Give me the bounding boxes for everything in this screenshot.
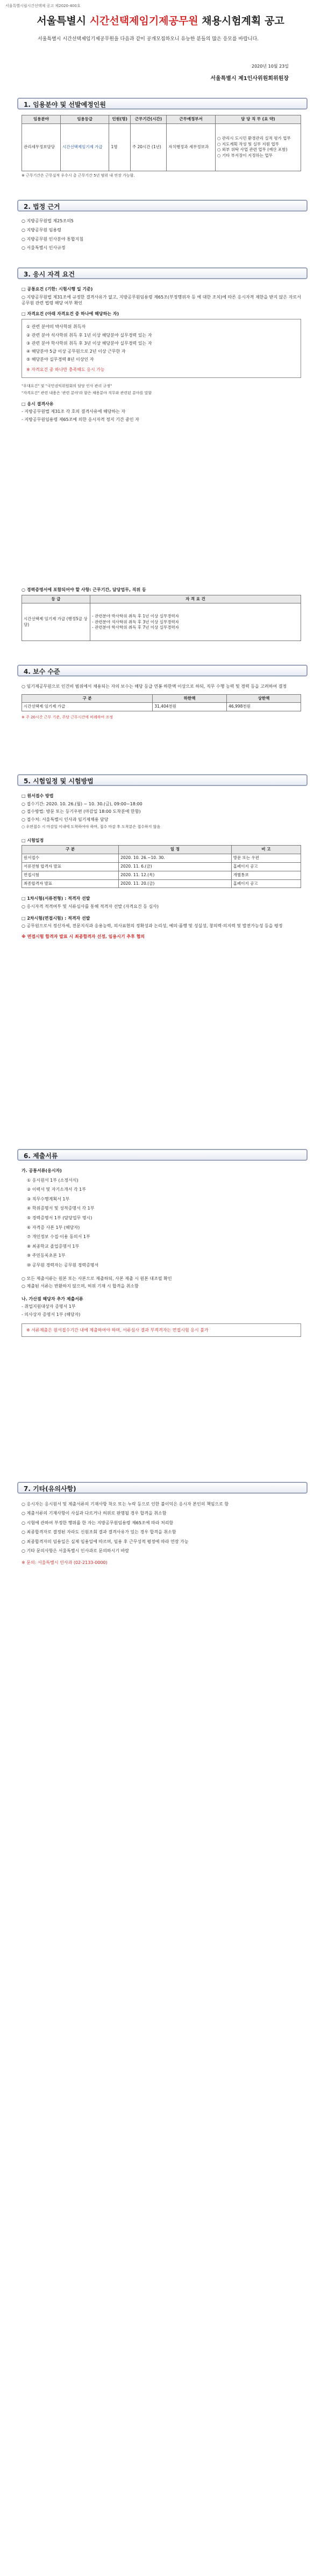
page-title: 서울특별시 시간선택제임기제공무원 채용시험계획 공고 (37, 15, 284, 27)
td: 주 20시간 (1년) (130, 123, 166, 171)
subhead: □ 시험일정 (22, 838, 44, 843)
para: ○ 임기제공무원으로 인건비 범위에서 채용되는 자의 보수는 해당 등급 연봉 하한액 이상으로 하되, 직무 수행 능력 및 경력 등을 고려하여 결정 (22, 684, 287, 689)
th: 담 당 직 무 (요 약) (215, 115, 301, 124)
caution-item: ○ 시험에 관하여 부정한 행위를 한 자는 지방공무원임용령 제65조에 따라 처리함 (22, 1520, 174, 1525)
qual-item: ④ 해당분야 5급 이상 공무원으로 2년 이상 근무한 자 (26, 348, 126, 354)
td: ○ 관리시 도시민 환경관리 실적 평가 업무 ○ 지도계획 작성 및 실무 지원 업무 ○ 외부 위탁 사업 관련 업무 (예산 포함) ○ 기타 부서장이 지정하는 업무 (215, 123, 301, 171)
qual-item: ③ 관련 분야 학사학위 취득 후 3년 이상 해당분야 실무경력 있는 자 (26, 340, 152, 346)
qual-item: ② 관련 분야 석사학위 취득 후 1년 이상 해당분야 실무경력 있는 자 (26, 332, 152, 338)
doc-item: ⑦ 개인정보 수집·이용 동의서 1부 (27, 1234, 90, 1240)
td: 2020. 11. 6.(금) (119, 862, 232, 871)
td: 2020. 11. 20.(금) (119, 879, 232, 888)
para: ○ 접수처: 서울특별시 인사과 임기제채용 담당 (22, 817, 109, 822)
doc-notice-box: ※ 서류제출은 원서접수기간 내에 제출하여야 하며, 서류심사 결과 부적격자는 면접시험 응시 불가 (22, 1323, 301, 1337)
section-6-body (22, 1166, 301, 1337)
td: - 관련분야 박사학위 취득 후 1년 이상 실무경력자 - 관련분야 석사학위 취득 후 3년 이상 실무경력자 - 관련분야 학사학위 취득 후 7년 이상 실무경력자 (90, 603, 301, 641)
td: 관리세무정보담당 (22, 123, 61, 171)
para: ○ 접수방법: 방문 또는 등기우편 (마감일 18:00 도착분에 한함) (22, 809, 141, 814)
th: 구 분 (22, 694, 153, 703)
td: 홈페이지 공고 (231, 879, 301, 888)
td: 홈페이지 공고 (231, 862, 301, 871)
legal-item: ○ 지방공무원 임용령 (22, 227, 61, 232)
section-4-body (22, 682, 301, 722)
intro-text: 서울특별시 시간선택제임기제공무원을 다음과 같이 공개모집하오니 유능한 분들의 많은 응모를 바랍니다. (38, 37, 259, 42)
legal-item: ○ 지방공무원 인사분야 통합지침 (22, 236, 84, 242)
notice-number: 서울특별시립시간선택제 공고 제2020-400호 (5, 4, 81, 8)
th: 자 격 요 건 (90, 595, 301, 603)
td: 개별통보 (231, 871, 301, 879)
th: 임용분야 (22, 115, 61, 124)
section-4-header: 4. 보수 수준 (17, 665, 308, 676)
td: 시간선택제 임기제 가급 (행정5급 상당) (22, 603, 90, 641)
th: 일 정 (119, 846, 232, 854)
ref-text: "우대요건" 및 "국민권익위원회의 담당 인사 관리 규정" (22, 383, 112, 388)
td: 자치행정과 세무정보과 (167, 123, 216, 171)
grade-table (22, 595, 301, 642)
contact-text: ※ 문의: 서울특별시 인사과 (02-2133-0000) (22, 1560, 108, 1566)
qualification-box (22, 319, 301, 377)
td: 시간선택제임기제 가급 (60, 123, 109, 171)
section-7-header: 7. 기타(유의사항) (17, 1482, 308, 1494)
section-3-header: 3. 응시 자격 요건 (17, 267, 308, 279)
doc-item: ① 응시원서 1부 (소정서식) (27, 1177, 79, 1183)
legal-item: ○ 지방공무원법 제25조의5 (22, 219, 74, 223)
doc-item: ⑥ 자격증 사본 1부 (해당자) (27, 1225, 80, 1230)
section-7-body (22, 1499, 301, 1569)
th: 근무기간(시간) (130, 115, 166, 124)
caution-item: ○ 기타 문의사항은 서울특별시 인사과로 문의하시기 바람 (22, 1548, 129, 1553)
ref-text: "자격요건" 관련 내용은 '관련 분야'라 함은 채용분야 직무와 관련된 분야를 말함 (22, 390, 152, 395)
caution-item: ○ 제출서류의 기재사항이 사실과 다르거나 허위로 판명될 경우 합격을 취소함 (22, 1511, 167, 1516)
td: 1명 (109, 123, 130, 171)
doc-list (27, 1176, 301, 1270)
td: 면접시험 (22, 871, 119, 879)
pay-note: ※ 주 20시간 근무 기준, 주당 근무시간에 비례하여 조정 (22, 715, 113, 720)
doc-item: ⑨ 주민등록초본 1부 (27, 1253, 66, 1258)
position-table (22, 115, 301, 171)
para: ○ 공무원으로서 정신자세, 전문지식과 응용능력, 의사표현의 정확성과 논리성, 예의·품행 및 성실성, 창의력·의지력 및 발전가능성 등을 평정 (22, 923, 283, 929)
legal-item: ○ 서울특별시 인사규정 (22, 245, 66, 251)
subhead: □ 1차시험(서류전형) : 적격자 선발 (22, 896, 90, 901)
td: 최종합격자 발표 (22, 879, 119, 888)
doc-item: ③ 직무수행계획서 1부 (27, 1196, 70, 1202)
para: ○ 접수기간: 2020. 10. 26.(월) ~ 10. 30.(금), 09:00~18:00 (22, 801, 142, 806)
qual-note: ※ 자격요건 중 하나만 충족해도 응시 가능 (26, 367, 105, 373)
section-5-header: 5. 시험일정 및 시험방법 (17, 774, 308, 786)
subhead: □ 자격요건 (아래 자격요건 중 하나에 해당하는 자) (22, 311, 119, 316)
qual-item: ① 관련 분야의 박사학위 취득자 (26, 324, 86, 330)
doc-item: ② 이력서 및 자기소개서 각 1부 (27, 1187, 86, 1192)
section-1-body (22, 115, 301, 180)
section-3-body (22, 285, 301, 425)
td: 시간선택제 임기제 가급 (22, 703, 153, 711)
doc-item: - 의사상자 증명서 1부 (해당자) (22, 1312, 81, 1317)
pay-table (22, 694, 301, 712)
caution-item: ○ 최종합격자로 결정된 자라도 신원조회 결과 결격사유가 있는 경우 합격을 취소함 (22, 1530, 176, 1535)
td: 원서접수 (22, 854, 119, 862)
para: ○ 제출된 서류는 반환하지 않으며, 허위 기재 시 합격을 취소함 (22, 1284, 139, 1289)
doc-item: - 취업지원대상자 증명서 1부 (22, 1304, 76, 1309)
subhead: □ 공통요건 (기한: 시험시행 일 기준) (22, 287, 93, 292)
subhead: □ 응시 결격사유 (22, 401, 54, 406)
th: 비 고 (231, 846, 301, 854)
td: 46,998천원 (227, 703, 301, 711)
para: ○ 지방공무원법 제31조에 규정한 결격사유가 없고, 지방공무원임용령 제65조(부정행위자 등 에 대한 조치)에 따른 응시자격 제한을 받지 않은 자로서 공무원 관련 법령 해당 여부 확인 (22, 294, 301, 306)
th: 등 급 (22, 595, 90, 603)
th: 인원(명) (109, 115, 130, 124)
td: 2020. 10. 26.~10. 30. (119, 854, 232, 862)
th: 하한액 (153, 694, 227, 703)
notice-date: 2020년 10월 23일 (252, 64, 289, 69)
para: ○ 응시자격 적격여부 및 서류심사를 통해 적격자 선발 (자격요건 등 심사) (22, 904, 159, 909)
section-5-body (22, 791, 301, 941)
subhead: □ 2차시험(면접시험) : 적격자 선발 (22, 915, 90, 921)
warning: ※ 면접시험 합격자 발표 시 최종합격자 선정, 임용시기 추후 협의 (22, 934, 145, 939)
section-2-header: 2. 법정 근거 (17, 200, 308, 212)
th: 상한액 (227, 694, 301, 703)
td: 서류전형 합격자 발표 (22, 862, 119, 871)
doc-item: ⑤ 경력증명서 1부 (담당업무 명시) (27, 1215, 92, 1220)
doc-item: ⑧ 최종학교 졸업증명서 1부 (27, 1243, 80, 1249)
td: 방문 또는 우편 (231, 854, 301, 862)
disq-item: - 지방공무원임용령 제65조에 의한 응시자격 정지 기간 중인 자 (22, 417, 139, 422)
section-2-body (22, 217, 301, 253)
td: 2020. 11. 12.(목) (119, 871, 232, 879)
subhead: □ 원서접수 방법 (22, 794, 54, 798)
section-1-header: 1. 임용분야 및 선발예정인원 (17, 98, 308, 110)
doc-item: ⑩ 공무원 경력자는 공무원 경력증명서 (27, 1262, 99, 1268)
subhead: ○ 경력증명서에 포함되어야 할 사항: 근무기간, 담당업무, 직위 등 (22, 587, 146, 592)
th: 임용등급 (60, 115, 109, 124)
th: 구 분 (22, 846, 119, 854)
doc-item: ④ 학위증명서 및 성적증명서 각 1부 (27, 1206, 95, 1211)
section-1-note: ※ 근무기간은 근무실적 우수시 총 근무기간 5년 범위 내 연장 가능함. (22, 173, 135, 178)
section-6-header: 6. 제출서류 (17, 1149, 308, 1161)
caution-item: ○ 응시자는 응시원서 및 제출서류의 기재사항 착오 또는 누락 등으로 인한 불이익은 응시자 본인의 책임으로 함 (22, 1502, 229, 1507)
disq-item: - 지방공무원법 제31조 각 호의 결격사유에 해당하는 자 (22, 409, 126, 414)
td: 31,404천원 (153, 703, 227, 711)
subhead: 가. 공통서류(응시자) (22, 1168, 62, 1173)
th: 근무예정부서 (167, 115, 216, 124)
para: ○ 우편접수 시 마감일 이내에 도착하여야 하며, 접수 마감 후 도착분은 접수하지 않음 (22, 825, 161, 829)
section-3b-body (22, 585, 301, 641)
notice-org: 서울특별시 제1인사위원회위원장 (210, 76, 289, 82)
para: ○ 모든 제출서류는 원본 또는 사본으로 제출하되, 사본 제출 시 원본 대조필 확인 (22, 1276, 172, 1281)
schedule-table (22, 845, 301, 888)
qual-item: ⑤ 해당분야 실무경력 8년 이상인 자 (26, 357, 94, 362)
subhead: 나. 가산점 해당자 추가 제출서류 (22, 1296, 83, 1301)
caution-item: ○ 최종합격자의 임용일은 실제 임용일에 따르며, 임용 후 근무성적 평정에 따라 연장 가능 (22, 1539, 189, 1544)
